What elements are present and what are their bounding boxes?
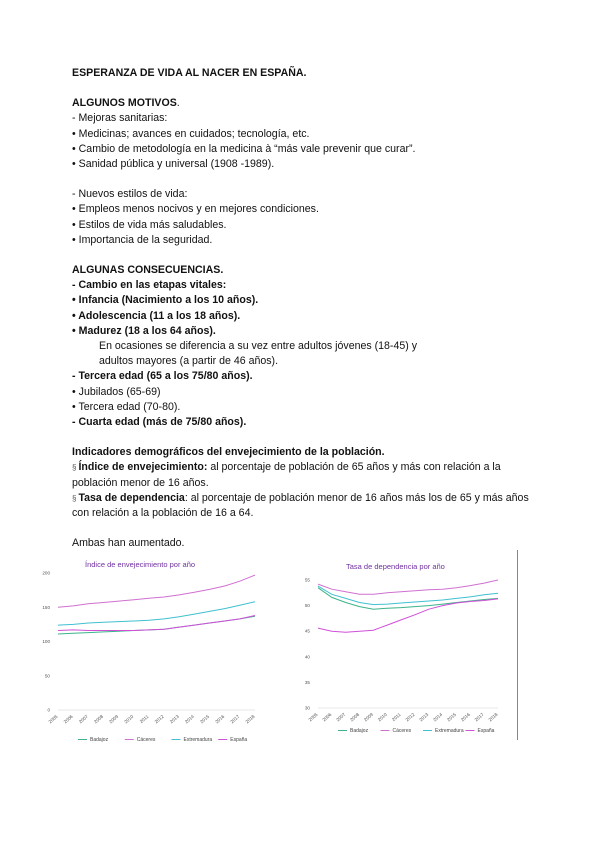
x-tick-label: 2007 (77, 713, 89, 725)
y-tick-label: 55 (304, 577, 310, 583)
x-tick-label: 2007 (335, 711, 347, 723)
chart-title: Índice de envejecimiento por año (85, 560, 196, 569)
chart-title: Tasa de dependencia por año (346, 562, 445, 571)
series-line (318, 599, 498, 632)
indicador-indice (72, 460, 532, 490)
x-tick-label: 2016 (214, 713, 226, 725)
consecuencias-title: ALGUNAS CONSECUENCIAS. (72, 264, 224, 277)
y-tick-label: 0 (47, 707, 50, 713)
x-tick-label: 2012 (153, 713, 165, 725)
legend-label: España (477, 728, 495, 734)
etapa-tercera: - Tercera edad (65 a los 75/80 años). (72, 370, 253, 383)
madurez-note: En ocasiones se diferencia a su vez entre adultos jóvenes (18-45) y (99, 340, 417, 353)
y-tick-label: 200 (42, 570, 50, 576)
x-tick-label: 2016 (459, 711, 471, 723)
etapa-adolescencia: • Adolescencia (11 a los 18 años). (72, 309, 241, 322)
motivos-title-line (72, 96, 532, 111)
tasa-text: : al porcentaje de población menor de 16 años más los de 65 y más años con relación a la población de 16 a 64. (72, 491, 529, 520)
series-line (318, 580, 498, 594)
y-tick-label: 30 (304, 705, 310, 711)
x-tick-label: 2011 (138, 713, 150, 725)
motivos-title-suffix: . (176, 97, 180, 110)
legend-label: Extremadura (435, 728, 464, 734)
chart-svg (298, 560, 508, 745)
x-tick-label: 2018 (244, 713, 256, 725)
series-line (58, 602, 255, 625)
sanitarias-item: • Medicinas; avances en cuidados; tecnología, etc. (72, 127, 310, 140)
legend-label: Extremadura (183, 737, 213, 743)
indice-label: Índice de envejecimiento: (78, 461, 208, 474)
x-tick-label: 2013 (168, 713, 180, 725)
x-tick-label: 2015 (199, 713, 211, 725)
x-tick-label: 2008 (93, 713, 105, 725)
y-tick-label: 50 (44, 673, 50, 679)
legend-label: Badajoz (350, 728, 369, 734)
estilos-intro: - Nuevos estilos de vida: (72, 188, 188, 201)
y-tick-label: 45 (304, 628, 310, 634)
x-tick-label: 2017 (473, 711, 485, 723)
indicador-tasa (72, 491, 532, 521)
sanitarias-intro: - Mejoras sanitarias: (72, 112, 168, 125)
indicadores-title: Indicadores demográficos del envejecimiento de la población. (72, 446, 385, 459)
tasa-label: Tasa de dependencia (78, 491, 185, 504)
estilos-item: • Empleos menos nocivos y en mejores condiciones. (72, 203, 319, 216)
x-tick-label: 2009 (108, 713, 120, 725)
etapa-tercera-sub: • Tercera edad (70-80). (72, 400, 181, 413)
legend-label: Cáceres (136, 737, 156, 743)
series-line (58, 616, 255, 634)
sanitarias-item: • Cambio de metodología en la medicina à “más vale prevenir que curar”. (72, 142, 416, 155)
x-tick-label: 2011 (390, 711, 402, 723)
x-tick-label: 2010 (123, 713, 135, 725)
x-tick-label: 2010 (376, 711, 388, 723)
x-tick-label: 2018 (487, 711, 499, 723)
bullet-symbol: § (72, 493, 77, 503)
legend-label: Badajoz (90, 737, 109, 743)
x-tick-label: 2014 (432, 711, 444, 723)
legend-label: Cáceres (392, 728, 412, 734)
document-body (72, 66, 532, 551)
etapa-madurez: • Madurez (18 a los 64 años). (72, 324, 216, 337)
x-tick-label: 2008 (349, 711, 361, 723)
x-tick-label: 2006 (321, 711, 333, 723)
x-tick-label: 2005 (47, 713, 59, 725)
x-tick-label: 2005 (307, 711, 319, 723)
sanitarias-item: • Sanidad pública y universal (1908 -1989). (72, 158, 275, 171)
chart-divider (517, 550, 518, 740)
indice-text: al porcentaje de población de 65 años y más con relación a la población menor de 16 años. (72, 461, 501, 489)
series-line (58, 575, 255, 607)
x-tick-label: 2012 (404, 711, 416, 723)
conclusion: Ambas han aumentado. (72, 537, 185, 550)
etapa-jubilados: • Jubilados (65-69) (72, 385, 161, 398)
estilos-item: • Estilos de vida más saludables. (72, 218, 227, 231)
y-tick-label: 40 (304, 654, 310, 660)
etapa-infancia: • Infancia (Nacimiento a los 10 años). (72, 294, 259, 307)
etapas-intro: - Cambio en las etapas vitales: (72, 279, 227, 292)
bullet-symbol: § (72, 463, 77, 473)
chart-svg (30, 555, 270, 750)
chart-indice-envejecimiento (30, 555, 270, 750)
y-tick-label: 150 (42, 604, 50, 610)
x-tick-label: 2017 (229, 713, 241, 725)
y-tick-label: 50 (304, 603, 310, 609)
x-tick-label: 2009 (362, 711, 375, 723)
y-tick-label: 100 (42, 639, 50, 644)
legend-label: España (230, 737, 248, 743)
motivos-title: ALGUNOS MOTIVOS (72, 97, 177, 110)
y-tick-label: 35 (304, 679, 310, 685)
chart-tasa-dependencia (298, 560, 508, 745)
document-heading: ESPERANZA DE VIDA AL NACER EN ESPAÑA. (72, 67, 307, 79)
madurez-note: adultos mayores (a partir de 46 años). (99, 355, 279, 368)
x-tick-label: 2006 (62, 713, 74, 725)
x-tick-label: 2015 (446, 711, 458, 723)
x-tick-label: 2014 (183, 713, 196, 725)
estilos-item: • Importancia de la seguridad. (72, 233, 213, 246)
x-tick-label: 2013 (418, 711, 430, 723)
etapa-cuarta: - Cuarta edad (más de 75/80 años). (72, 416, 247, 429)
